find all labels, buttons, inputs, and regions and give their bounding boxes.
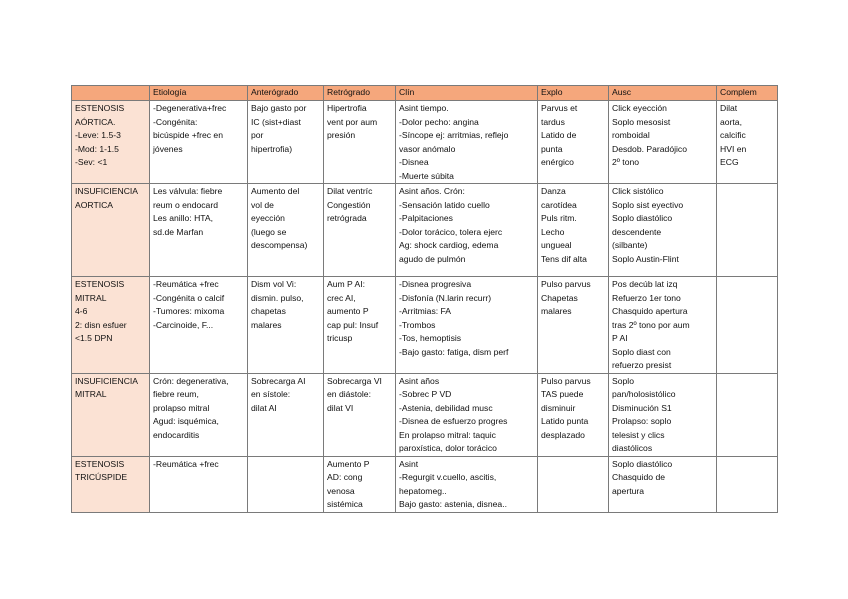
row-label-line: MITRAL [75, 292, 107, 303]
cell-line: -Astenia, debilidad musc [399, 402, 493, 413]
cell-line: reum o endocard [153, 199, 218, 210]
cell-line: Pos decúb lat izq [612, 279, 678, 289]
cell-anterogrado [248, 373, 324, 456]
cell-line: diastólicos [612, 443, 653, 453]
cell-line: Sobrecarga AI [251, 375, 306, 386]
cell-line: aumento P [327, 306, 369, 316]
cell-line: calcific [720, 130, 746, 140]
table-row-estenosis-aortica [72, 101, 778, 184]
cell-line: Pulso parvus [541, 279, 591, 289]
cell-line: TAS puede [541, 389, 584, 399]
cell-line: Asint tiempo. [399, 103, 449, 113]
row-label-estenosis-aortica [72, 101, 150, 184]
row-label-line: -Sev: <1 [75, 157, 108, 167]
cell-complem [717, 373, 778, 456]
cell-line: endocarditis [153, 429, 200, 440]
row-label-line: 2: disn esfuer [75, 319, 127, 330]
cell-line: por [251, 130, 264, 140]
cell-explo [538, 277, 609, 374]
header-corner [72, 86, 150, 101]
cell-line: (silbante) [612, 240, 648, 250]
cell-line: carotídea [541, 199, 577, 210]
cell-line: -Congénita o calcif [153, 292, 225, 303]
cell-anterogrado [248, 456, 324, 512]
cell-line: (luego se [251, 226, 287, 237]
table-row-insuficiencia-aortica [72, 184, 778, 277]
cell-anterogrado [248, 184, 324, 277]
cell-line: 2º tono [612, 157, 640, 167]
row-label-line: ESTENOSIS [75, 458, 125, 469]
row-label-estenosis-tricuspide [72, 456, 150, 512]
cell-line: tardus [541, 116, 565, 127]
cell-complem [717, 184, 778, 277]
cell-line: AD: cong [327, 472, 363, 482]
cell-clin [396, 184, 538, 277]
cell-line: descompensa) [251, 240, 308, 250]
cell-line: Danza [541, 186, 566, 196]
cell-line: Dilat [720, 103, 738, 113]
cell-line: Les válvula: fiebre [153, 186, 223, 196]
cell-line: -Tumores: mixoma [153, 306, 225, 316]
cell-explo [538, 373, 609, 456]
cell-line: fiebre reum, [153, 389, 199, 399]
cell-line: Soplo sist eyectivo [612, 199, 684, 210]
cell-line: Hipertrofia [327, 103, 367, 113]
cell-line: vol de [251, 199, 274, 210]
cell-line: tricusp [327, 333, 353, 343]
cell-line: ECG [720, 157, 739, 167]
row-label-line: <1.5 DPN [75, 333, 113, 343]
cell-line: retrógrada [327, 213, 367, 223]
header-row [72, 86, 778, 101]
cell-anterogrado [248, 101, 324, 184]
row-label-insuficiencia-mitral [72, 373, 150, 456]
row-label-line: ESTENOSIS [75, 279, 125, 289]
cell-line: sistémica [327, 499, 363, 509]
table-row-estenosis-tricuspide [72, 456, 778, 512]
cell-line: Soplo diastólico [612, 213, 673, 223]
cell-line: Agud: isquémica, [153, 416, 219, 426]
cell-line: Chasquido de [612, 472, 666, 482]
cell-line: Bajo gasto: astenia, disnea.. [399, 499, 507, 509]
cell-etiologia [150, 184, 248, 277]
cell-line: -Muerte súbita [399, 170, 454, 181]
cell-line: presión [327, 130, 356, 140]
cell-line: vasor anómalo [399, 143, 456, 154]
row-label-line: -Leve: 1.5-3 [75, 130, 121, 140]
cell-explo [538, 456, 609, 512]
cell-line: Lecho [541, 226, 565, 237]
cell-line: -Degenerativa+frec [153, 103, 227, 113]
cell-etiologia [150, 373, 248, 456]
cell-line: -Sobrec P VD [399, 389, 452, 399]
row-label-insuficiencia-aortica [72, 184, 150, 277]
cell-line: enérgico [541, 157, 574, 167]
cell-line: -Disfonía (N.larin recurr) [399, 292, 492, 303]
cell-line: -Disnea [399, 157, 429, 167]
header-etiologia: Etiología [150, 86, 248, 101]
header-clin: Clín [396, 86, 538, 101]
cell-line: vent por aum [327, 116, 378, 127]
cell-line: Pulso parvus [541, 375, 591, 386]
cell-line: IC (sist+diast [251, 116, 301, 127]
cell-line: -Palpitaciones [399, 213, 453, 223]
cell-line: -Reumática +frec [153, 279, 219, 289]
cell-line: -Trombos [399, 319, 436, 330]
cell-line: -Bajo gasto: fatiga, dism perf [399, 346, 509, 357]
cell-line: Aumento del [251, 186, 300, 196]
table-row-insuficiencia-mitral [72, 373, 778, 456]
cell-line: Soplo diast con [612, 346, 671, 357]
cell-ausc [609, 373, 717, 456]
cell-ausc [609, 101, 717, 184]
cell-line: Click sistólico [612, 186, 664, 196]
cell-line: cap pul: Insuf [327, 319, 379, 330]
cell-line: -Congénita: [153, 116, 198, 127]
table-row-estenosis-mitral [72, 277, 778, 374]
cell-clin [396, 101, 538, 184]
cell-line: Sobrecarga VI [327, 375, 382, 386]
cell-line: Soplo diastólico [612, 458, 673, 469]
cell-line: -Sensación latido cuello [399, 199, 490, 210]
cell-line: eyección [251, 213, 285, 223]
cell-line: crec AI, [327, 292, 356, 303]
cell-line: Congestión [327, 199, 371, 210]
cell-retrogrado [324, 101, 396, 184]
cell-line: Disminución S1 [612, 402, 672, 413]
row-label-line: AÓRTICA. [75, 116, 116, 127]
cell-line: Puls ritm. [541, 213, 577, 223]
cell-line: Refuerzo 1er tono [612, 292, 681, 303]
cell-line: -Regurgit v.cuello, ascitis, [399, 472, 497, 482]
cell-complem [717, 277, 778, 374]
cell-line: refuerzo presist [612, 360, 672, 370]
cell-line: Asint años [399, 375, 440, 386]
header-retrogrado: Retrógrado [324, 86, 396, 101]
cell-line: bicúspide +frec en [153, 130, 223, 140]
cell-explo [538, 101, 609, 184]
cell-line: HVI en [720, 143, 747, 154]
cell-line: Soplo Austin-Flint [612, 253, 679, 264]
cell-line: punta [541, 143, 563, 154]
header-explo: Explo [538, 86, 609, 101]
cell-line: Asint años. Crón: [399, 186, 465, 196]
cell-line: dismin. pulso, [251, 292, 304, 303]
cell-line: P AI [612, 333, 628, 343]
cell-line: Les anillo: HTA, [153, 213, 214, 223]
cell-line: Aum P AI: [327, 279, 366, 289]
cell-line: Aumento P [327, 458, 370, 469]
cell-line: Crón: degenerativa, [153, 375, 229, 386]
cell-ausc [609, 184, 717, 277]
cell-line: en diástole: [327, 389, 371, 399]
cell-line: Bajo gasto por [251, 103, 307, 113]
cell-line: venosa [327, 485, 355, 496]
cell-line: malares [541, 306, 572, 316]
header-ausc: Ausc [609, 86, 717, 101]
cell-line: apertura [612, 485, 645, 496]
row-label-estenosis-mitral [72, 277, 150, 374]
cell-line: descendente [612, 226, 662, 237]
row-label-line: INSUFICIENCIA [75, 375, 139, 386]
row-label-line: -Mod: 1-1.5 [75, 143, 119, 154]
cell-line: agudo de pulmón [399, 253, 466, 264]
cell-line: Chasquido apertura [612, 306, 688, 316]
cell-line: -Dolor pecho: angina [399, 116, 479, 127]
cell-line: malares [251, 319, 282, 330]
cell-complem [717, 456, 778, 512]
cell-line: -Disnea progresiva [399, 279, 472, 289]
cell-line: En prolapso mitral: taquic [399, 429, 496, 440]
cell-line: Latido de [541, 130, 577, 140]
cell-line: disminuir [541, 402, 576, 413]
cell-explo [538, 184, 609, 277]
row-label-line: TRICÚSPIDE [75, 472, 128, 482]
cell-line: Prolapso: soplo [612, 416, 672, 426]
cell-clin [396, 373, 538, 456]
cell-line: en sístole: [251, 389, 291, 399]
cell-line: telesist y clics [612, 429, 665, 440]
cell-retrogrado [324, 373, 396, 456]
row-label-line: 4-6 [75, 306, 88, 316]
cell-line: romboidal [612, 130, 650, 140]
cell-line: Ag: shock cardiog, edema [399, 240, 499, 250]
cell-clin [396, 277, 538, 374]
cell-line: dilat AI [251, 402, 277, 413]
cell-line: -Arritmias: FA [399, 306, 452, 316]
cell-line: desplazado [541, 429, 585, 440]
cell-line: pan/holosistólico [612, 389, 676, 399]
cell-line: Chapetas [541, 292, 578, 303]
cell-line: Parvus et [541, 103, 578, 113]
cell-line: prolapso mitral [153, 402, 210, 413]
cell-ausc [609, 277, 717, 374]
cell-line: Asint [399, 458, 419, 469]
cell-anterogrado [248, 277, 324, 374]
cell-line: ungueal [541, 240, 572, 250]
cell-line: Soplo mesosist [612, 116, 671, 127]
cell-retrogrado [324, 456, 396, 512]
cell-line: Click eyección [612, 103, 667, 113]
row-label-line: MITRAL [75, 389, 107, 399]
cell-line: hepatomeg.. [399, 485, 447, 496]
header-anterogrado: Anterógrado [248, 86, 324, 101]
cell-line: Soplo [612, 375, 634, 386]
valvulopathy-table [71, 85, 778, 513]
cell-line: -Síncope ej: arritmias, reflejo [399, 130, 509, 140]
cell-line: Desdob. Paradójico [612, 143, 688, 154]
cell-etiologia [150, 456, 248, 512]
cell-line: dilat VI [327, 402, 354, 413]
cell-line: -Tos, hemoptisis [399, 333, 462, 343]
cell-retrogrado [324, 184, 396, 277]
cell-complem [717, 101, 778, 184]
cell-line: Dism vol Vi: [251, 279, 297, 289]
cell-line: Latido punta [541, 416, 589, 426]
row-label-line: INSUFICIENCIA [75, 186, 139, 196]
cell-line: aorta, [720, 116, 742, 127]
cell-clin [396, 456, 538, 512]
cell-line: chapetas [251, 306, 286, 316]
row-label-line: ESTENOSIS [75, 103, 125, 113]
cell-line: -Carcinoide, F... [153, 319, 214, 330]
cell-line: sd.de Marfan [153, 226, 204, 237]
cell-line: Tens dif alta [541, 253, 587, 264]
row-label-line: AORTICA [75, 199, 114, 210]
cell-retrogrado [324, 277, 396, 374]
cell-line: -Dolor torácico, tolera ejerc [399, 226, 503, 237]
cell-line: jóvenes [153, 143, 183, 154]
cell-etiologia [150, 277, 248, 374]
cell-etiologia [150, 101, 248, 184]
cell-line: paroxística, dolor torácico [399, 443, 497, 453]
cell-line: Dilat ventríc [327, 186, 373, 196]
cell-line: hipertrofia) [251, 143, 293, 154]
cell-line: tras 2º tono por aum [612, 319, 690, 330]
header-complem: Complem [717, 86, 778, 101]
cell-ausc [609, 456, 717, 512]
cell-line: -Reumática +frec [153, 458, 219, 469]
cell-line: -Disnea de esfuerzo progres [399, 416, 508, 426]
